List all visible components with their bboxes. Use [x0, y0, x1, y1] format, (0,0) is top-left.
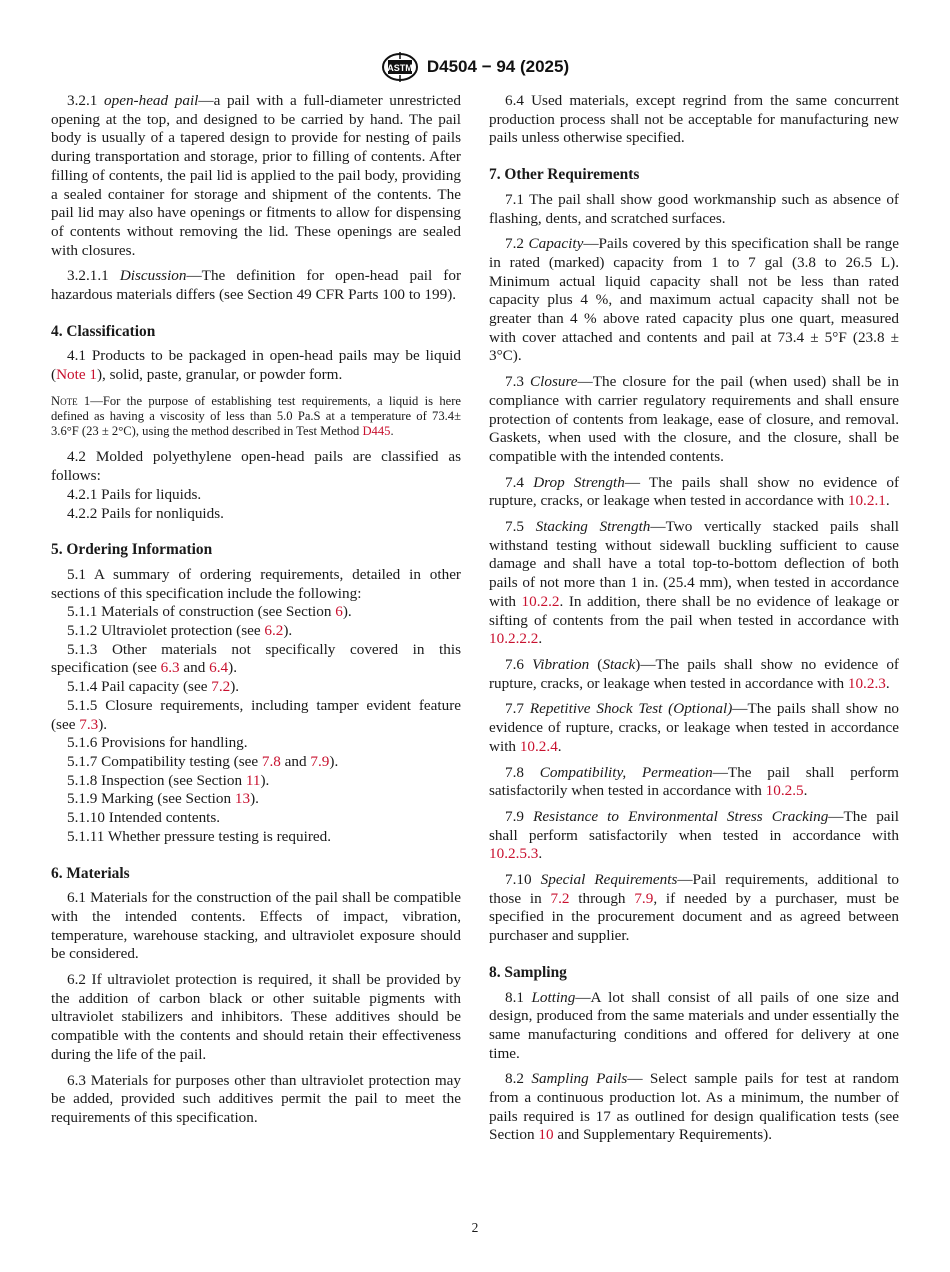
paragraph-8-2: 8.2 Sampling Pails— Select sample pails for test at random from a continuous production lot. As a minimum, the number of pails required is 17 as outlined for design qualification tests (see Section 10 and Supplementary Requirements).	[489, 1070, 900, 1144]
paragraph-7-6: 7.6 Vibration (Stack)—The pails shall show no evidence of rupture, cracks, or leakage when tested in accordance with 10.2.3.	[489, 655, 899, 692]
section-4-heading: 4. Classification	[51, 322, 156, 340]
section-8-heading: 8. Sampling	[489, 963, 567, 981]
section-10-2-2-link[interactable]: 10.2.2	[521, 592, 560, 610]
paragraph-4-1: 4.1 Products to be packaged in open-head pails may be liquid (Note 1), solid, paste, granular, or powder form.	[51, 347, 461, 384]
section-10-2-3-link[interactable]: 10.2.3	[847, 674, 886, 692]
section-6-heading: 6. Materials	[51, 864, 130, 882]
section-7-9-link[interactable]: 7.9	[634, 889, 654, 907]
paragraph-5-1-4: 5.1.4 Pail capacity (see 7.2).	[67, 678, 240, 696]
svg-text:ASTM: ASTM	[387, 63, 413, 73]
paragraph-5-1-3: 5.1.3 Other materials not specifically covered in this specification (see 6.3 and 6.4).	[51, 640, 461, 677]
paragraph-7-5: 7.5 Stacking Strength—Two vertically stacked pails shall withstand testing without sidewall buckling sufficient to cause damage and shall have a total top-to-bottom deflection of both pails of not more than 1 in. (25.4 mm), when tested in accordance with 10.2.2. In addition, there shall be no evidence of leakage or sifting of contents from the pail when tested in accordance with 10.2.2.2.	[489, 518, 899, 648]
section-6-4-link[interactable]: 6.4	[209, 659, 229, 677]
paragraph-6-2: 6.2 If ultraviolet protection is required, it shall be provided by the addition of carbon black or other suitable pigments with ultraviolet stabilizers and inhibitors. These additives should be compatible with the contents and should retain their effectiveness during the life of the pail.	[51, 971, 461, 1063]
paragraph-7-9: 7.9 Resistance to Environmental Stress Cracking—The pail shall perform satisfactorily when tested in accordance with 10.2.5.3.	[489, 807, 899, 863]
section-7-8-link[interactable]: 7.8	[261, 753, 281, 770]
section-7-2-link[interactable]: 7.2	[550, 889, 570, 907]
note-1-link[interactable]: Note 1	[56, 366, 97, 384]
paragraph-7-7: 7.7 Repetitive Shock Test (Optional)—The pails shall show no evidence of rupture, cracks, or leakage when tested in accordance with 10.2.4.	[489, 700, 900, 755]
paragraph-4-2-2: 4.2.2 Pails for nonliquids.	[67, 504, 224, 522]
section-5-heading: 5. Ordering Information	[51, 541, 213, 559]
section-6-2-link[interactable]: 6.2	[264, 622, 284, 640]
page-number: 2	[471, 1220, 479, 1235]
paragraph-5-1-1: 5.1.1 Materials of construction (see Section 6).	[67, 603, 352, 621]
paragraph-6-4: 6.4 Used materials, except regrind from the same concurrent production process shall not be acceptable for manufacturing new pails unless otherwise specified.	[489, 92, 899, 147]
section-7-heading: 7. Other Requirements	[489, 166, 640, 184]
paragraph-6-1: 6.1 Materials for the construction of the pail shall be compatible with the intended contents. Effects of impact, vibration, temperature, warehouse stacking, and ultraviolet exposure should be considered.	[51, 889, 461, 963]
astm-logo-icon	[381, 51, 419, 83]
section-10-2-5-3-link[interactable]: 10.2.5.3	[489, 845, 539, 863]
d445-link[interactable]: D445	[362, 424, 391, 439]
paragraph-5-1-7: 5.1.7 Compatibility testing (see 7.8 and 7.9).	[67, 753, 339, 770]
note-1: Note 1—For the purpose of establishing test requirements, a liquid is here defined as having a viscosity of less than 5.0 Pa.S at a temperature of 73.4± 3.6°F (23 ± 2°C), using the method described in Test Method D445.	[51, 393, 461, 439]
section-11-link[interactable]: 11	[245, 771, 261, 789]
section-10-link[interactable]: 10	[538, 1126, 554, 1144]
right-column	[489, 92, 899, 1152]
paragraph-8-1: 8.1 Lotting—A lot shall consist of all pails of one size and design, produced from the same materials and under essentially the same manufacturing conditions and offered for delivery at one time.	[489, 988, 900, 1062]
paragraph-7-10: 7.10 Special Requirements—Pail requirements, additional to those in 7.2 through 7.9, if needed by a purchaser, must be specified in the procurement document and as agreed between purchaser and supplier.	[489, 871, 900, 945]
paragraph-5-1-11: 5.1.11 Whether pressure testing is required.	[67, 827, 332, 845]
paragraph-7-2: 7.2 Capacity—Pails covered by this specification shall be range in rated (marked) capacity from 1 to 7 gal (3.8 to 26.5 L). Minimum actual liquid capacity shall not be less than rated capacity plus 4 %, and maximum actual capacity shall not be greater than 4 % above rated capacity plus one quart, measured with cover attached and contents and pail at 73.4 ± 5°F (23.8 ± 3°C).	[489, 235, 900, 365]
section-10-2-2-2-link[interactable]: 10.2.2.2	[489, 630, 539, 648]
paragraph-5-1-8: 5.1.8 Inspection (see Section 11).	[67, 771, 270, 789]
section-10-2-4-link[interactable]: 10.2.4	[519, 737, 558, 755]
paragraph-5-1-9: 5.1.9 Marking (see Section 13).	[67, 790, 259, 808]
paragraph-5-1-5: 5.1.5 Closure requirements, including tamper evident feature (see 7.3).	[51, 696, 461, 733]
paragraph-7-8: 7.8 Compatibility, Permeation—The pail shall perform satisfactorily when tested in accordance with 10.2.5.	[489, 763, 899, 800]
section-7-2-link[interactable]: 7.2	[211, 678, 231, 696]
section-6-link[interactable]: 6	[335, 603, 343, 621]
left-column	[51, 92, 461, 1135]
paragraph-7-4: 7.4 Drop Strength— The pails shall show no evidence of rupture, cracks, or leakage when tested in accordance with 10.2.1.	[489, 473, 900, 510]
section-10-2-5-link[interactable]: 10.2.5	[765, 782, 804, 800]
paragraph-3-2-1: 3.2.1 open-head pail—a pail with a full-diameter unrestricted opening at the top, and designed to be carried by hand. The pail body is usually of a tapered design to provide for nesting of pails during transportation and storage, prior to filling of contents. After filling of contents, the pail lid is applied to the pail body, providing a sealed container for storage and shipment of the contents. The pail lid may also have openings or fitments to allow for dispensing of contents without removing the lid. These openings are sealed with closures.	[51, 92, 461, 259]
paragraph-4-2-1: 4.2.1 Pails for liquids.	[67, 485, 202, 503]
page-header	[0, 50, 950, 84]
paragraph-6-3: 6.3 Materials for purposes other than ultraviolet protection may be added, provided such additives permit the pail to meet the requirements of this specification.	[51, 1071, 461, 1126]
paragraph-5-1-10: 5.1.10 Intended contents.	[67, 809, 221, 827]
paragraph-5-1-2: 5.1.2 Ultraviolet protection (see 6.2).	[67, 622, 293, 640]
paragraph-5-1: 5.1 A summary of ordering requirements, detailed in other sections of this specification include the following:	[51, 565, 461, 602]
section-6-3-link[interactable]: 6.3	[160, 659, 180, 677]
paragraph-7-1: 7.1 The pail shall show good workmanship such as absence of flashing, dents, and scratched surfaces.	[489, 190, 899, 227]
paragraph-5-1-6: 5.1.6 Provisions for handling.	[67, 734, 248, 752]
section-13-link[interactable]: 13	[234, 790, 251, 808]
paragraph-4-2: 4.2 Molded polyethylene open-head pails are classified as follows:	[51, 448, 461, 485]
section-7-3-link[interactable]: 7.3	[79, 715, 99, 733]
paragraph-3-2-1-1: 3.2.1.1 Discussion—The definition for open-head pail for hazardous materials differs (see Section 49 CFR Parts 100 to 199).	[51, 267, 461, 304]
section-7-9-link[interactable]: 7.9	[310, 753, 330, 770]
paragraph-7-3: 7.3 Closure—The closure for the pail (when used) shall be in compliance with carrier regulatory requirements and shall ensure protection of contents from leakage, ease of closure, and removal. Gaskets, when used with the closure, and the closure, shall be compatible with the intended contents.	[489, 373, 899, 465]
document-id: D4504 − 94 (2025)	[426, 57, 570, 76]
section-10-2-1-link[interactable]: 10.2.1	[847, 492, 886, 510]
